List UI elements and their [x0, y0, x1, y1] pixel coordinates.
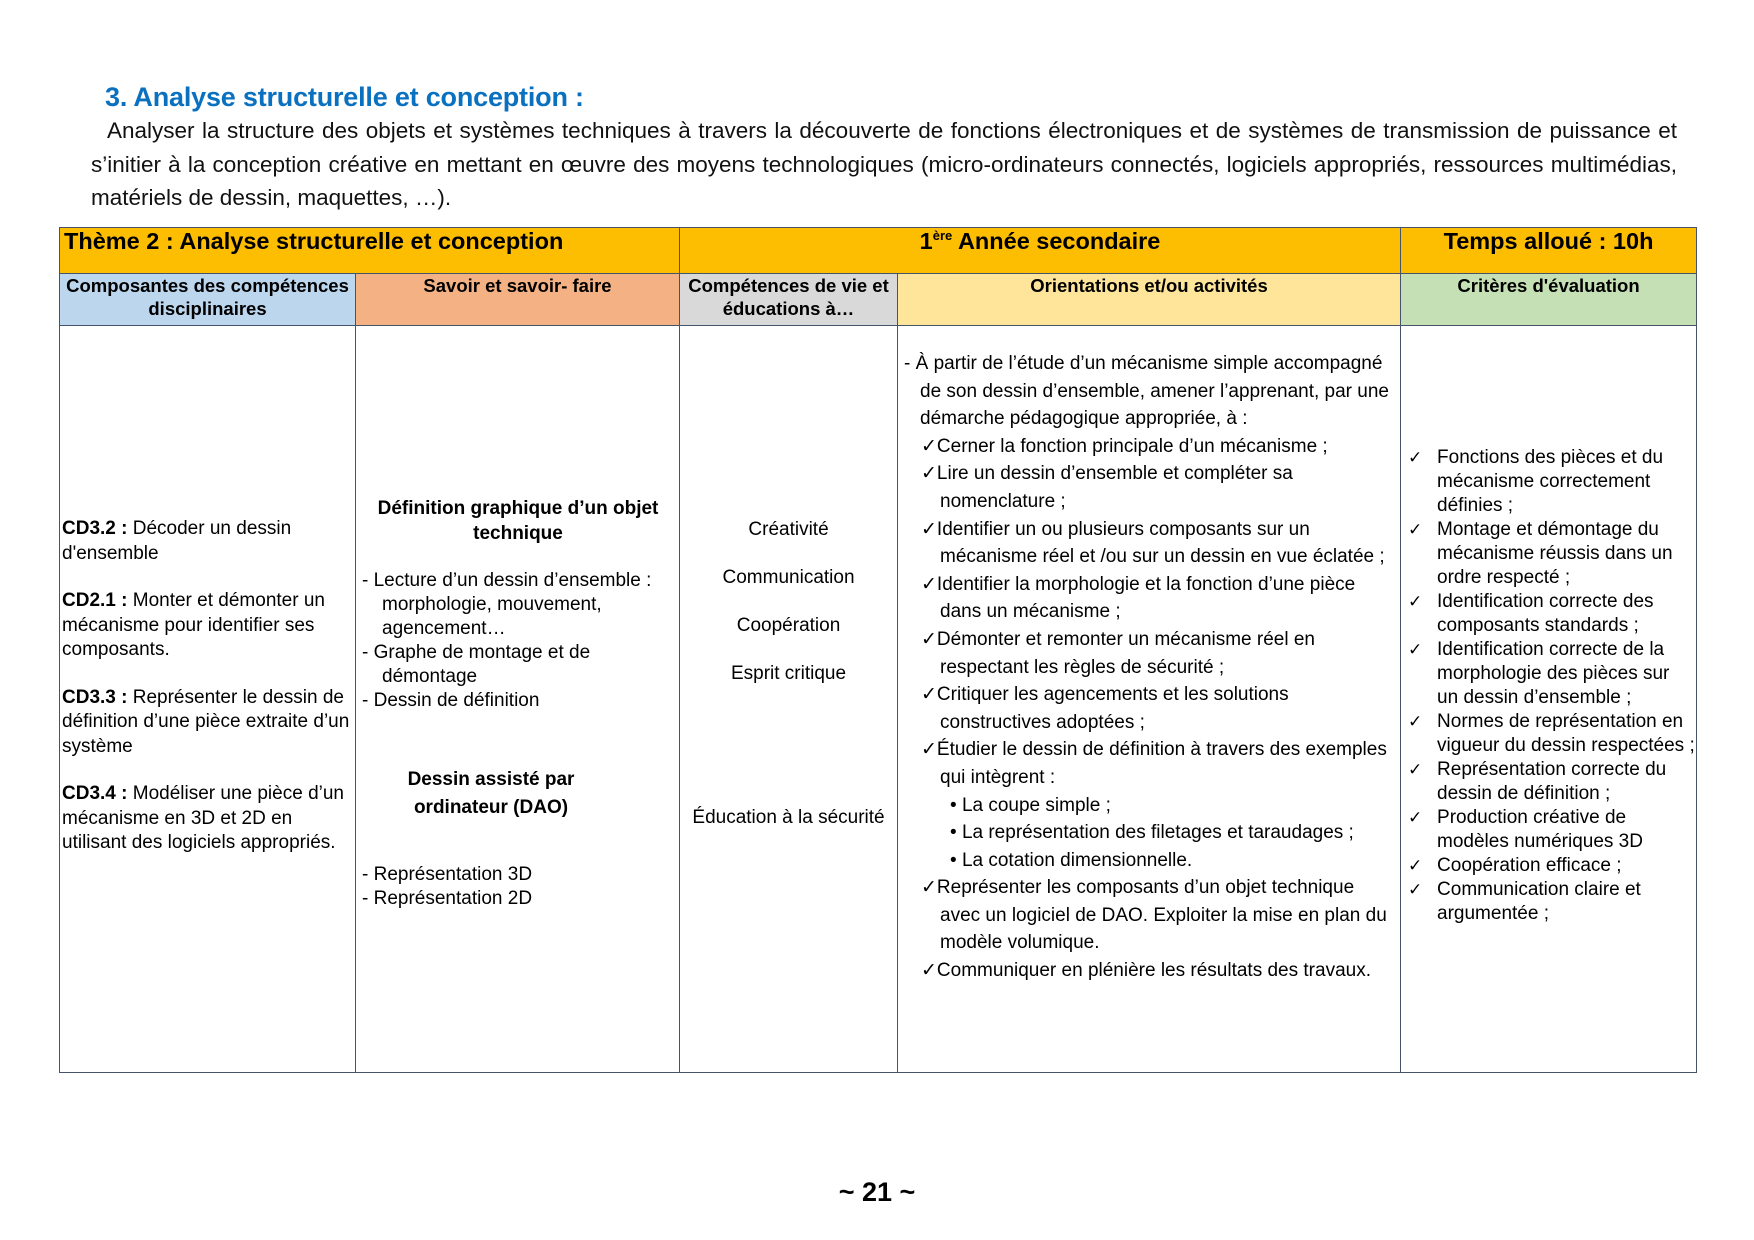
- check-icon: ✓: [1408, 880, 1423, 899]
- check-icon: ✓: [1408, 520, 1423, 539]
- criteria-item: ✓ Identification correcte des composants standards ;: [1408, 591, 1654, 636]
- check-icon: ✓: [1408, 856, 1423, 875]
- orientation-lead: - À partir de l’étude d’un mécanisme simple accompagné de son dessin d’ensemble, amener l’apprenant, par une démarche pédagogique appropriée, à :: [904, 353, 1389, 430]
- criteria-item: ✓ Coopération efficace ;: [1408, 855, 1622, 876]
- life-skill: Esprit critique: [730, 663, 847, 684]
- orientation-item: ✓Identifier la morphologie et la fonction d’une pièce dans un mécanisme ;: [921, 573, 1356, 623]
- cell-competences-vie: [680, 326, 898, 1073]
- orientation-item: ✓Critiquer les agencements et les solutions constructives adoptées ;: [921, 684, 1289, 733]
- criteria-item: ✓ Production créative de modèles numériques 3D: [1408, 807, 1643, 852]
- savoir-group-list: [362, 863, 674, 911]
- criteria-item: ✓ Communication claire et argumentée ;: [1408, 879, 1641, 924]
- orientation-item: ✓Lire un dessin d’ensemble et compléter sa nomenclature ;: [921, 463, 1293, 512]
- check-icon: ✓: [1408, 808, 1423, 827]
- savoir-item: - Lecture d’un dessin d’ensemble : morphologie, mouvement, agencement…: [362, 570, 652, 639]
- competence-item: CD3.3 : Représenter le dessin de définition d’une pièce extraite d’un système: [62, 686, 350, 757]
- check-icon: ✓: [1408, 760, 1423, 779]
- cell-orientations: [898, 326, 1401, 1073]
- orientation-subitem: • La cotation dimensionnelle.: [950, 849, 1193, 871]
- life-skill: Coopération: [736, 615, 841, 636]
- header-savoir: Savoir et savoir- faire: [356, 274, 680, 326]
- criteria-item: ✓ Fonctions des pièces et du mécanisme correctement définies ;: [1408, 447, 1664, 516]
- orientation-item: ✓Étudier le dessin de définition à travers des exemples qui intègrent :: [921, 739, 1387, 788]
- criteria-item: ✓ Représentation correcte du dessin de définition ;: [1408, 759, 1667, 804]
- life-skill: Créativité: [748, 519, 829, 540]
- theme-title: Thème 2 : Analyse structurelle et conception: [60, 228, 680, 274]
- competence-item: CD3.4 : Modéliser une pièce d’un mécanisme en 3D et 2D en utilisant des logiciels appropriés.: [62, 783, 344, 853]
- savoir-group-title: Définition graphique d’un objet technique: [377, 498, 659, 544]
- check-icon: ✓: [1408, 640, 1423, 659]
- header-criteres: Critères d'évaluation: [1401, 274, 1697, 326]
- cell-competences: [60, 326, 356, 1073]
- savoir-group-list: [362, 569, 674, 713]
- section-intro: Analyser la structure des objets et systèmes techniques à travers la découverte de fonctions électroniques et de systèmes de transmission de puissance et s’initier à la conception créative en mettant en œuvre des moyens technologiques (micro-ordinateurs connectés, logiciels appropriés, ressources multimédias, matériels de dessin, maquettes, …).: [91, 118, 1677, 210]
- orientation-subitem: • La coupe simple ;: [950, 794, 1111, 816]
- competence-item: CD3.2 : Décoder un dessin d'ensemble: [62, 518, 292, 564]
- cell-criteres: [1401, 326, 1697, 1073]
- criteria-item: ✓ Normes de représentation en vigueur du dessin respectées ;: [1408, 711, 1695, 756]
- table-body-row: [60, 326, 1697, 1073]
- orientation-item: ✓Démonter et remonter un mécanisme réel en respectant les règles de sécurité ;: [921, 628, 1315, 678]
- life-skill: Éducation à la sécurité: [692, 807, 885, 828]
- savoir-group-title: Dessin assisté par ordinateur (DAO): [407, 769, 575, 818]
- table-header-row: [60, 274, 1697, 326]
- orientation-item: ✓Communiquer en plénière les résultats des travaux.: [921, 960, 1371, 982]
- orientation-item: ✓Représenter les composants d’un objet technique avec un logiciel de DAO. Exploiter la mise en plan du modèle volumique.: [921, 877, 1387, 954]
- orientation-list: [904, 350, 1396, 985]
- orientation-subitem: • La représentation des filetages et taraudages ;: [950, 822, 1354, 844]
- criteria-item: ✓ Montage et démontage du mécanisme réussis dans un ordre respecté ;: [1408, 519, 1673, 588]
- competence-item: CD2.1 : Monter et démonter un mécanisme pour identifier ses composants.: [62, 590, 325, 660]
- check-icon: ✓: [1408, 448, 1423, 467]
- competence-list: [62, 517, 354, 879]
- savoir-item: - Dessin de définition: [362, 690, 540, 711]
- header-competences-disciplinaires: Composantes des compétences disciplinaires: [60, 274, 356, 326]
- criteria-list: [1405, 446, 1695, 926]
- savoir-item: - Représentation 2D: [362, 888, 533, 909]
- cell-savoirs: [356, 326, 680, 1073]
- header-orientations: Orientations et/ou activités: [898, 274, 1401, 326]
- check-icon: ✓: [1408, 712, 1423, 731]
- criteria-item: ✓ Identification correcte de la morphologie des pièces sur un dessin d’ensemble ;: [1408, 639, 1670, 708]
- page-number: ~ 21 ~: [838, 1177, 916, 1207]
- orientation-item: ✓Identifier un ou plusieurs composants sur un mécanisme réel et /ou sur un dessin en vue éclatée ;: [921, 518, 1385, 568]
- savoir-item: - Représentation 3D: [362, 864, 533, 885]
- header-competences-vie: Compétences de vie et éducations à…: [680, 274, 898, 326]
- life-skill: Communication: [722, 567, 855, 588]
- year-title: 1ère Année secondaire: [680, 228, 1401, 274]
- section-title: 3. Analyse structurelle et conception :: [105, 82, 584, 112]
- orientation-item: ✓Cerner la fonction principale d’un mécanisme ;: [921, 435, 1328, 457]
- check-icon: ✓: [1408, 592, 1423, 611]
- table-title-row: [60, 228, 1697, 274]
- program-table: [59, 227, 1697, 1073]
- time-allotted: Temps alloué : 10h: [1401, 228, 1697, 274]
- savoir-item: - Graphe de montage et de démontage: [362, 642, 591, 687]
